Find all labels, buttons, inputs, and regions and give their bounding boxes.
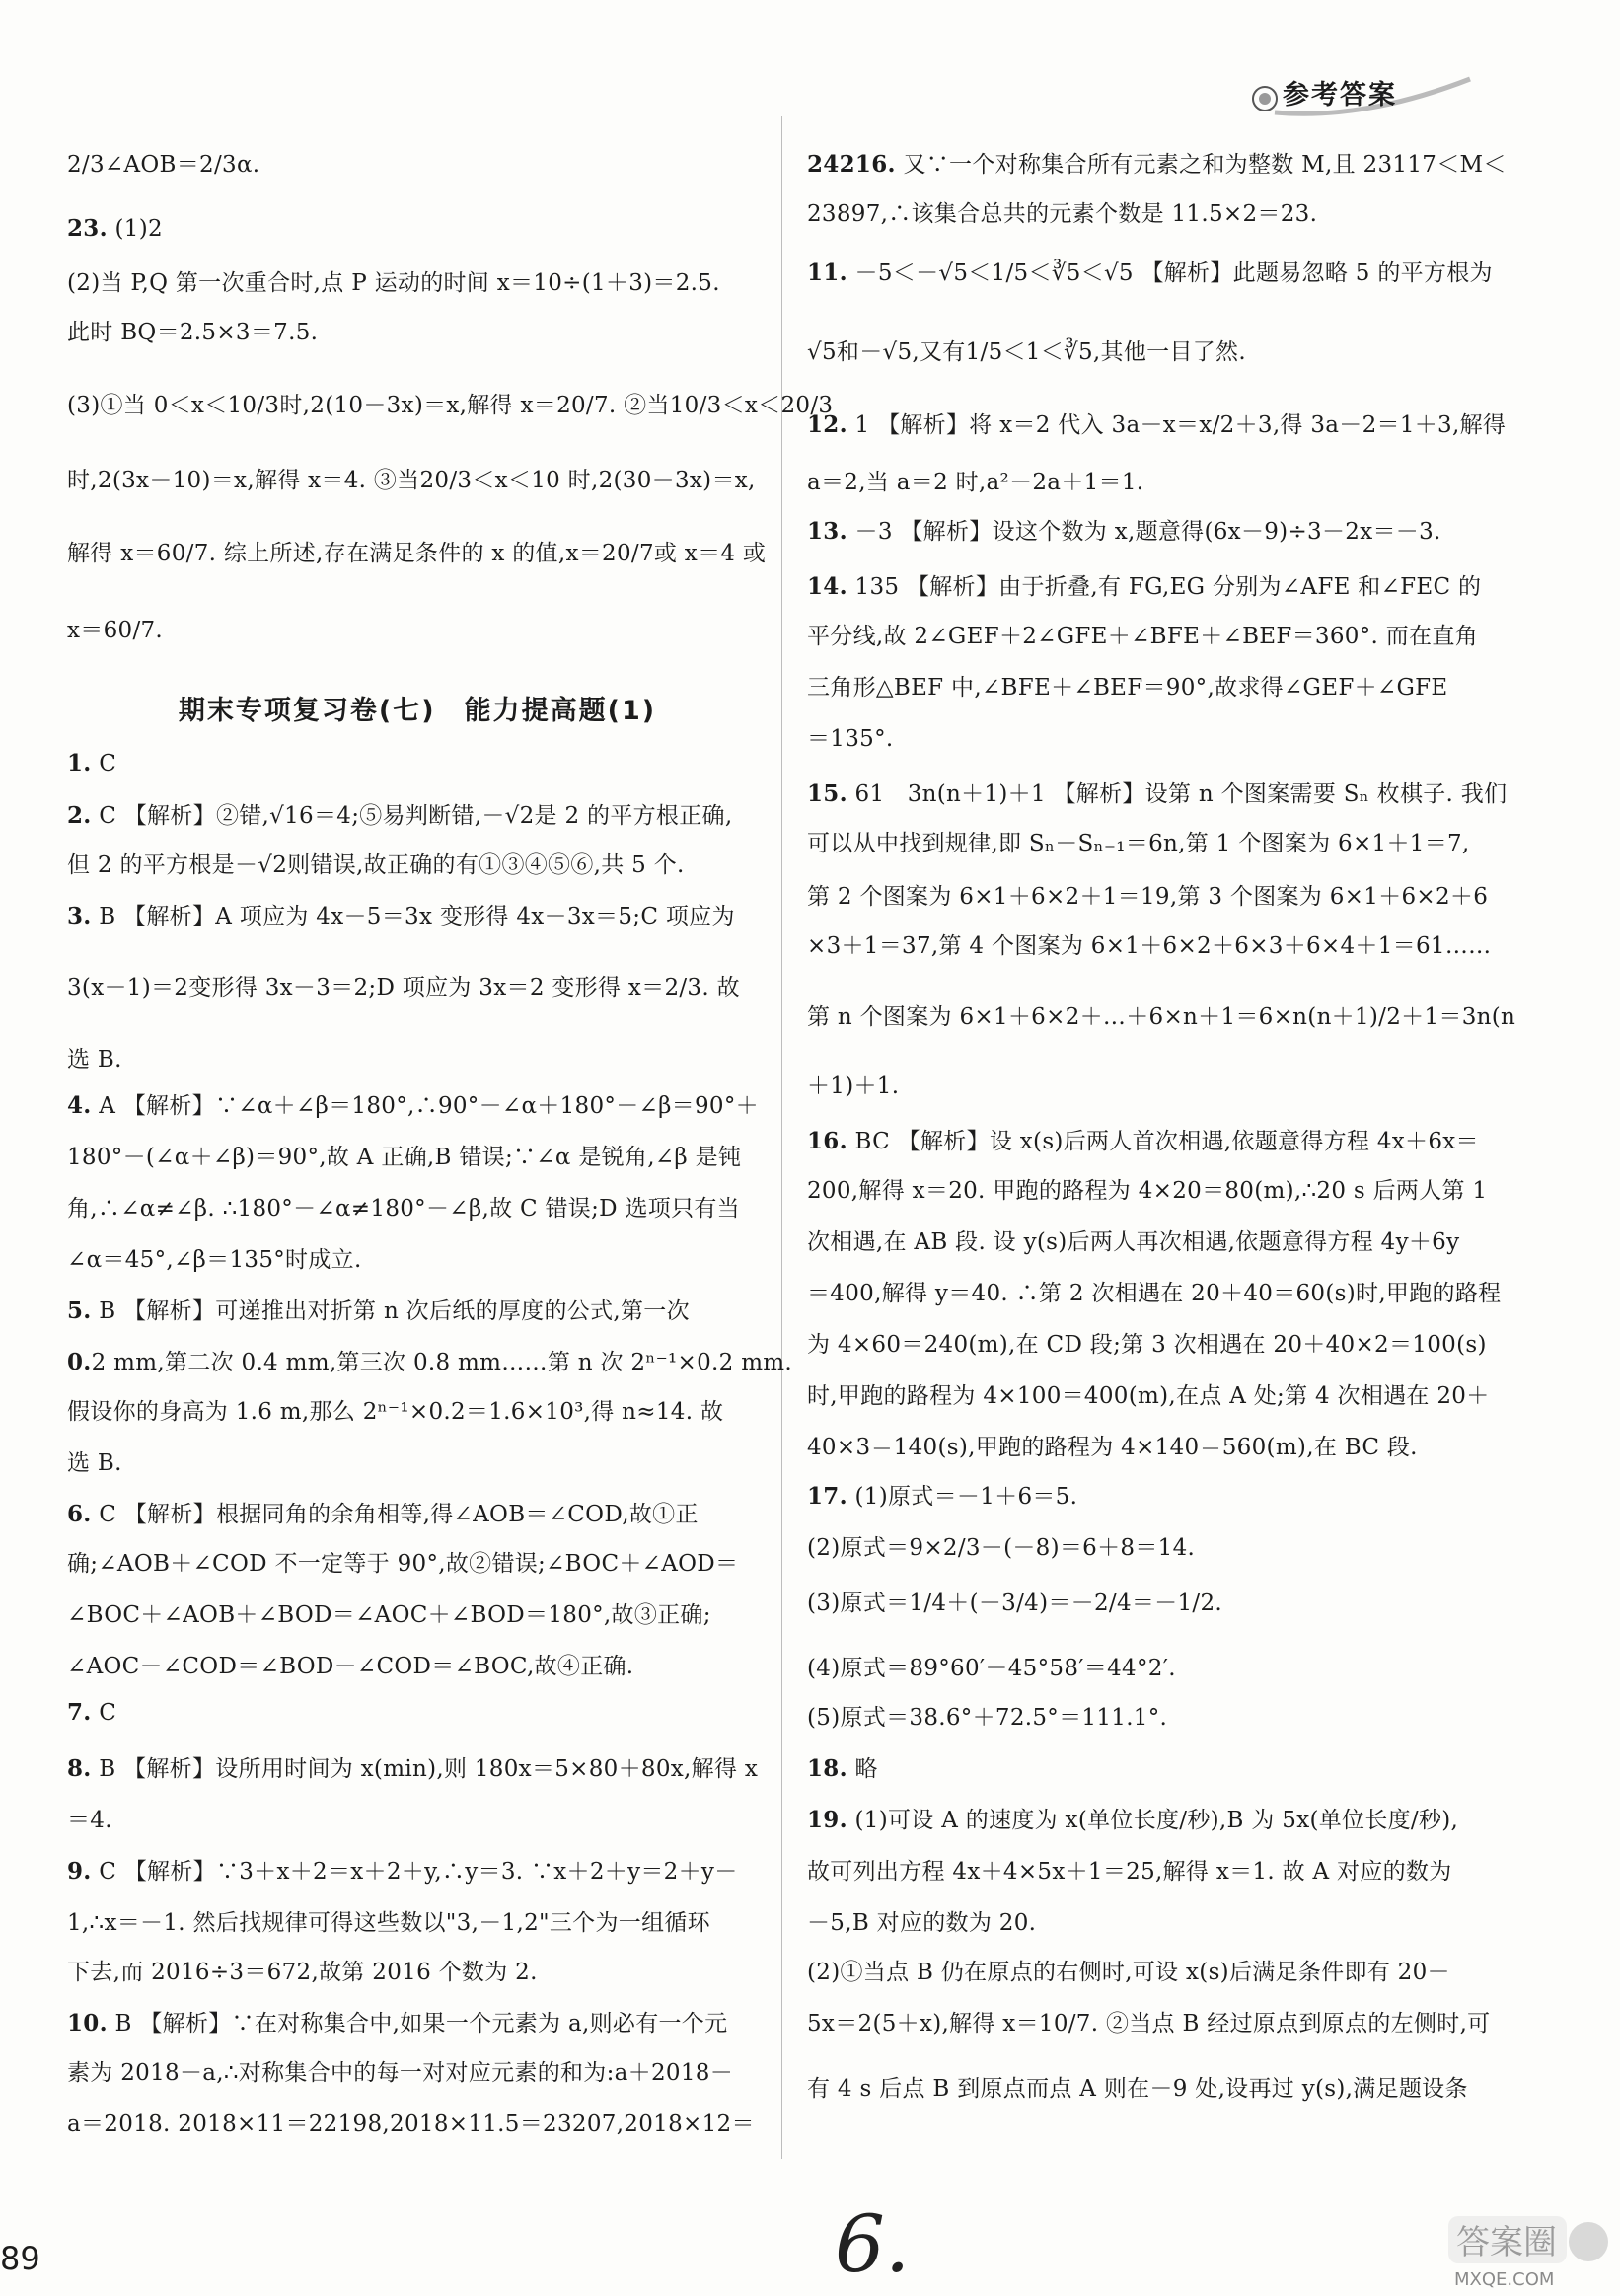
right-line: 16. BC 【解析】设 x(s)后两人首次相遇,依题意得方程 4x＋6x＝	[807, 1128, 1479, 1154]
left-line: 3. B 【解析】A 项应为 4x－5＝3x 变形得 4x－3x＝5;C 项应为	[67, 903, 735, 929]
right-line: 5x＝2(5＋x),解得 x＝10/7. ②当点 B 经过原点到原点的左侧时,可	[807, 2011, 1491, 2037]
right-line: ＝135°.	[807, 726, 894, 752]
watermark-text: 答案圈	[1456, 2223, 1557, 2262]
left-line: ∠BOC＋∠AOB＋∠BOD＝∠AOC＋∠BOD＝180°,故③正确;	[67, 1602, 711, 1628]
right-line: ＋1)＋1.	[807, 1074, 900, 1099]
left-line: 1. C	[67, 750, 117, 777]
left-line: 1,∴x＝－1. 然后找规律可得这些数以"3,－1,2"三个为一组循环	[67, 1910, 710, 1936]
left-line: x＝60/7.	[67, 618, 164, 643]
right-line: 12. 1 【解析】将 x＝2 代入 3a－x＝x/2＋3,得 3a－2＝1＋3,解得	[807, 411, 1507, 438]
left-line: 180°－(∠α＋∠β)＝90°,故 A 正确,B 错误;∵∠α 是锐角,∠β 是钝	[67, 1145, 742, 1170]
right-line: ×3＋1＝37,第 4 个图案为 6×1＋6×2＋6×3＋6×4＋1＝61……	[807, 933, 1492, 959]
right-line: 第 n 个图案为 6×1＋6×2＋…＋6×n＋1＝6×n(n＋1)/2＋1＝3n(n	[807, 1004, 1516, 1030]
right-line: 18. 略	[807, 1755, 878, 1782]
right-line: 14. 135 【解析】由于折叠,有 FG,EG 分别为∠AFE 和∠FEC 的	[807, 573, 1482, 600]
right-line: √5和－√5,又有1/5＜1＜∛5,其他一目了然.	[807, 339, 1246, 365]
left-line: a＝2018. 2018×11＝22198,2018×11.5＝23207,2018×12＝	[67, 2111, 755, 2137]
right-line: 19. (1)可设 A 的速度为 x(单位长度/秒),B 为 5x(单位长度/秒),	[807, 1807, 1459, 1833]
left-line: 3(x－1)＝2变形得 3x－3＝2;D 项应为 3x＝2 变形得 x＝2/3. 故	[67, 975, 740, 1000]
left-line: 23. (1)2	[67, 215, 163, 242]
right-line: 三角形△BEF 中,∠BFE＋∠BEF＝90°,故求得∠GEF＋∠GFE	[807, 675, 1448, 701]
column-divider	[781, 116, 782, 2159]
left-line: 下去,而 2016÷3＝672,故第 2016 个数为 2.	[67, 1960, 538, 1985]
left-line: 9. C 【解析】∵3＋x＋2＝x＋2＋y,∴y＝3. ∵x＋2＋y＝2＋y－	[67, 1858, 738, 1885]
left-line: 此时 BQ＝2.5×3＝7.5.	[67, 320, 319, 345]
right-line: 15. 61 3n(n＋1)＋1 【解析】设第 n 个图案需要 Sₙ 枚棋子. 我们	[807, 780, 1508, 807]
right-line: ＝400,解得 y＝40. ∴第 2 次相遇在 20＋40＝60(s)时,甲跑的路程	[807, 1281, 1502, 1306]
watermark-url: MXQE.COM	[1454, 2269, 1555, 2290]
handwritten-mark: 6.	[835, 2198, 911, 2290]
left-line: 素为 2018－a,∴对称集合中的每一对对应元素的和为:a＋2018－	[67, 2060, 733, 2086]
right-line: 有 4 s 后点 B 到原点而点 A 则在－9 处,设再过 y(s),满足题设条	[807, 2076, 1468, 2102]
watermark-logo-icon	[1444, 2210, 1612, 2291]
right-line: 24216. 又∵一个对称集合所有元素之和为整数 M,且 23117＜M＜	[807, 151, 1507, 178]
right-line: 时,甲跑的路程为 4×100＝400(m),在点 A 处;第 4 次相遇在 20＋	[807, 1383, 1490, 1409]
right-line: (3)原式＝1/4＋(－3/4)＝－2/4＝－1/2.	[807, 1591, 1222, 1616]
right-line: 故可列出方程 4x＋4×5x＋1＝25,解得 x＝1. 故 A 对应的数为	[807, 1859, 1452, 1885]
left-line: 7. C	[67, 1699, 117, 1726]
right-line: (5)原式＝38.6°＋72.5°＝111.1°.	[807, 1705, 1168, 1731]
left-line: 解得 x＝60/7. 综上所述,存在满足条件的 x 的值,x＝20/7或 x＝4 或	[67, 541, 767, 566]
right-line: 平分线,故 2∠GEF＋2∠GFE＋∠BFE＋∠BEF＝360°. 而在直角	[807, 624, 1478, 649]
left-line: 角,∴∠α≠∠β. ∴180°－∠α≠180°－∠β,故 C 错误;D 选项只有当	[67, 1196, 740, 1222]
left-line: 确;∠AOB＋∠COD 不一定等于 90°,故②错误;∠BOC＋∠AOD＝	[67, 1551, 739, 1577]
left-line: 2. C 【解析】②错,√16＝4;⑤易判断错,－√2是 2 的平方根正确,	[67, 802, 733, 829]
left-line: 但 2 的平方根是－√2则错误,故正确的有①③④⑤⑥,共 5 个.	[67, 852, 685, 878]
left-line: 假设你的身高为 1.6 m,那么 2ⁿ⁻¹×0.2＝1.6×10³,得 n≈14. 故	[67, 1399, 724, 1425]
left-line: 时,2(3x－10)＝x,解得 x＝4. ③当20/3＜x＜10 时,2(30－3x)＝x,	[67, 468, 756, 493]
left-line: 5. B 【解析】可递推出对折第 n 次后纸的厚度的公式,第一次	[67, 1297, 690, 1324]
right-line: －5,B 对应的数为 20.	[807, 1910, 1037, 1936]
left-line: ＝4.	[67, 1808, 112, 1833]
right-line: 次相遇,在 AB 段. 设 y(s)后两人再次相遇,依题意得方程 4y＋6y	[807, 1229, 1460, 1255]
right-line: 第 2 个图案为 6×1＋6×2＋1＝19,第 3 个图案为 6×1＋6×2＋6	[807, 884, 1489, 910]
right-line: 23897,∴该集合总共的元素个数是 11.5×2＝23.	[807, 201, 1318, 227]
right-line: a＝2,当 a＝2 时,a²－2a＋1＝1.	[807, 470, 1144, 495]
right-line: 可以从中找到规律,即 Sₙ－Sₙ₋₁＝6n,第 1 个图案为 6×1＋1＝7,	[807, 831, 1470, 856]
right-line: 11. －5＜－√5＜1/5＜∛5＜√5 【解析】此题易忽略 5 的平方根为	[807, 259, 1493, 286]
right-line: (2)原式＝9×2/3－(－8)＝6＋8＝14.	[807, 1535, 1196, 1561]
left-line: 8. B 【解析】设所用时间为 x(min),则 180x＝5×80＋80x,解得 x	[67, 1755, 759, 1782]
right-line: 200,解得 x＝20. 甲跑的路程为 4×20＝80(m),∴20 s 后两人第 1	[807, 1178, 1488, 1204]
left-line: (2)当 P,Q 第一次重合时,点 P 运动的时间 x＝10÷(1＋3)＝2.5.	[67, 270, 720, 296]
right-line: 为 4×60＝240(m),在 CD 段;第 3 次相遇在 20＋40×2＝100(s)	[807, 1332, 1487, 1358]
right-line: 13. －3 【解析】设这个数为 x,题意得(6x－9)÷3－2x＝－3.	[807, 518, 1441, 545]
left-line: 4. A 【解析】∵∠α＋∠β＝180°,∴90°－∠α＋180°－∠β＝90°＋	[67, 1092, 759, 1119]
left-line: (3)①当 0＜x＜10/3时,2(10－3x)＝x,解得 x＝20/7. ②当10/3＜x＜20/3	[67, 393, 834, 418]
right-line: (4)原式＝89°60′－45°58′＝44°2′.	[807, 1656, 1176, 1681]
left-line: ∠α＝45°,∠β＝135°时成立.	[67, 1247, 362, 1273]
left-line: 10. B 【解析】∵在对称集合中,如果一个元素为 a,则必有一个元	[67, 2010, 728, 2037]
left-line: 选 B.	[67, 1047, 122, 1073]
answer-key-header	[1245, 71, 1472, 118]
section-title: 期末专项复习卷(七) 能力提高题(1)	[178, 696, 657, 726]
left-line: 选 B.	[67, 1450, 122, 1476]
left-line: 0.2 mm,第二次 0.4 mm,第三次 0.8 mm……第 n 次 2ⁿ⁻¹×0.2 mm.	[67, 1349, 793, 1375]
header-label: 参考答案	[1283, 80, 1397, 111]
page-number: 89	[0, 2240, 40, 2277]
right-line: 40×3＝140(s),甲跑的路程为 4×140＝560(m),在 BC 段.	[807, 1435, 1418, 1460]
right-line: (2)①当点 B 仍在原点的右侧时,可设 x(s)后满足条件即有 20－	[807, 1960, 1450, 1985]
left-line: 2/3∠AOB＝2/3α.	[67, 152, 260, 178]
right-line: 17. (1)原式＝－1＋6＝5.	[807, 1483, 1078, 1510]
left-line: 6. C 【解析】根据同角的余角相等,得∠AOB＝∠COD,故①正	[67, 1501, 699, 1527]
left-line: ∠AOC－∠COD＝∠BOD－∠COD＝∠BOC,故④正确.	[67, 1654, 634, 1679]
